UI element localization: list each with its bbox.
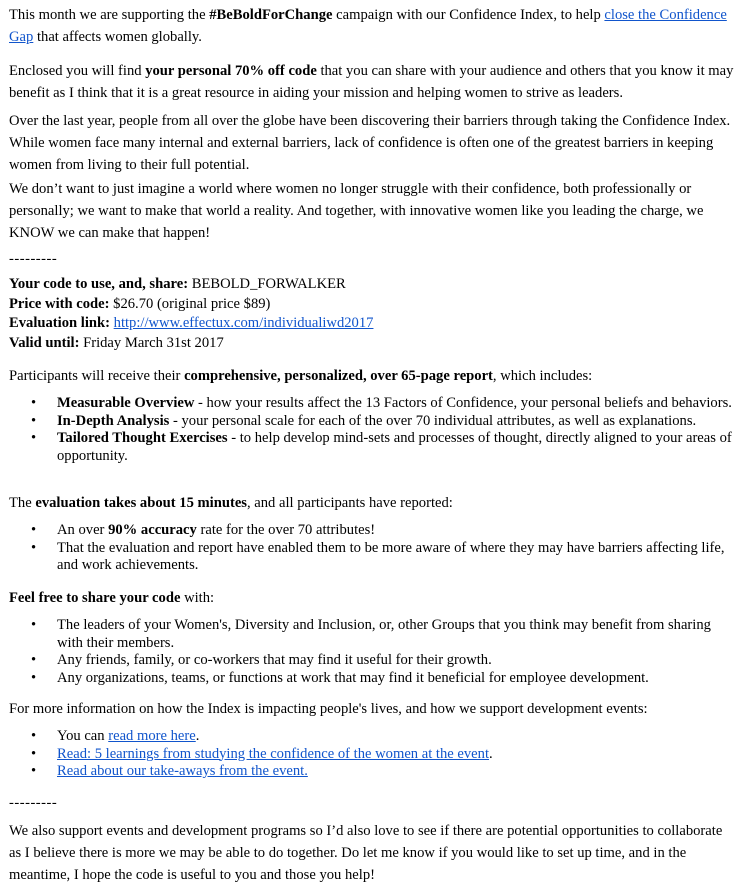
divider: --------- xyxy=(9,251,58,267)
list-item xyxy=(9,746,737,764)
valid-value: Friday March 31st 2017 xyxy=(83,334,224,351)
bullet-icon: • xyxy=(31,728,37,744)
evaluation-intro xyxy=(9,492,737,514)
list-item xyxy=(9,670,737,688)
list-item xyxy=(9,413,737,431)
text: Enclosed you will find xyxy=(9,63,146,79)
list-item xyxy=(9,652,737,670)
takeaways-link[interactable]: Read about our take-aways from the event. xyxy=(57,763,308,779)
text: You can xyxy=(57,728,109,744)
report-intro xyxy=(9,365,737,387)
list-item xyxy=(9,763,737,781)
price-value: $26.70 (original price $89) xyxy=(113,295,271,312)
text: Participants will receive their xyxy=(9,368,185,384)
text: that affects women globally. xyxy=(33,29,202,45)
learnings-link[interactable]: Read: 5 learnings from studying the confidence of the women at the event xyxy=(57,745,490,762)
item-text: - how your results affect the 13 Factors of Confidence, your personal beliefs and behaviors. xyxy=(194,395,732,411)
discount-highlight: your personal 70% off code xyxy=(145,63,317,79)
bullet-icon: • xyxy=(31,539,37,556)
item-text: - your personal scale for each of the over 70 individual attributes, as well as explanations. xyxy=(169,412,697,429)
list-item xyxy=(9,522,737,540)
intro-paragraph-3: Over the last year, people from all over the globe have been discovering their barriers through taking the Confidence Index. While women face many internal and external barriers, lack of confidence is often one of the greatest barriers in keeping women from living to their full potential. xyxy=(9,113,731,173)
text: with: xyxy=(180,590,215,606)
link-row xyxy=(9,314,737,334)
item-title: Tailored Thought Exercises xyxy=(57,430,228,446)
report-list xyxy=(9,395,737,465)
valid-label: Valid until: xyxy=(9,334,80,351)
more-info-intro: For more information on how the Index is impacting people's lives, and how we support development events: xyxy=(9,701,648,717)
text: An over xyxy=(57,522,109,538)
accuracy-highlight: 90% accuracy xyxy=(108,522,197,538)
text: The leaders of your Women's, Diversity and Inclusion, or, other Groups that you think may benefit from sharing with their members. xyxy=(57,617,711,651)
text: , which includes: xyxy=(492,368,593,384)
evaluation-highlight: evaluation takes about 15 minutes xyxy=(35,495,247,511)
list-item xyxy=(9,540,737,575)
link-label: Evaluation link: xyxy=(9,315,110,331)
text: campaign with our Confidence Index, to help xyxy=(332,7,605,23)
text: rate for the over 70 attributes! xyxy=(196,522,376,538)
evaluation-list xyxy=(9,522,737,575)
bullet-icon: • xyxy=(31,669,37,686)
price-row xyxy=(9,295,737,315)
confidence-gap-link[interactable]: close the Confidence Gap xyxy=(9,7,727,45)
closing-paragraph: We also support events and development programs so I’d also love to see if there are potential opportunities to collaborate as I believe there is more we may be able to do together. Do let me know if you would like to set up time, and in the meantime, I hope the code is useful to you and those you help! xyxy=(9,823,723,883)
share-list xyxy=(9,617,737,687)
text: Any friends, family, or co-workers that may find it useful for their growth. xyxy=(57,652,492,668)
report-highlight: comprehensive, personalized, over 65-page report xyxy=(184,368,493,384)
divider: --------- xyxy=(9,795,58,811)
item-title: Measurable Overview xyxy=(57,395,195,411)
text: that you can share with your audience and others that you know it may benefit as I think that it is a great resource in aiding your mission and helping women to strive as leaders. xyxy=(9,63,734,101)
read-more-link[interactable]: read more here xyxy=(108,728,196,744)
text: , and all participants have reported: xyxy=(246,495,453,511)
bullet-icon: • xyxy=(31,745,37,762)
bullet-icon: • xyxy=(31,395,37,411)
bullet-icon: • xyxy=(31,617,37,633)
text: The xyxy=(9,495,36,511)
item-text: - to help develop mind-sets and processes of thought, directly aligned to your areas of opportunity. xyxy=(57,430,732,464)
list-item xyxy=(9,617,737,652)
period: . xyxy=(489,745,493,762)
bullet-icon: • xyxy=(31,412,37,429)
text: Any organizations, teams, or functions at work that may find it beneficial for employee development. xyxy=(57,669,649,686)
code-label: Your code to use, and, share: xyxy=(9,276,189,292)
code-value: BEBOLD_FORWALKER xyxy=(191,276,346,292)
intro-paragraph-4: We don’t want to just imagine a world where women no longer struggle with their confidence, both professionally or personally; we want to make that world a reality. And together, with innovative women like you leading the charge, we KNOW we can make that happen! xyxy=(9,181,704,241)
campaign-hashtag: #BeBoldForChange xyxy=(209,7,333,23)
code-details xyxy=(9,275,737,353)
code-row xyxy=(9,275,737,295)
evaluation-link[interactable]: http://www.effectux.com/individualiwd2017 xyxy=(113,315,374,331)
list-item xyxy=(9,430,737,465)
bullet-icon: • xyxy=(31,522,37,538)
item-title: In-Depth Analysis xyxy=(57,412,170,429)
text: This month we are supporting the xyxy=(9,7,210,23)
intro-paragraph-2 xyxy=(9,60,737,104)
share-highlight: Feel free to share your code xyxy=(9,590,181,606)
list-item xyxy=(9,728,737,746)
intro-paragraph-1 xyxy=(9,4,737,48)
price-label: Price with code: xyxy=(9,295,110,312)
more-info-list xyxy=(9,728,737,781)
period: . xyxy=(195,728,200,744)
bullet-icon: • xyxy=(31,430,37,446)
valid-row xyxy=(9,334,737,354)
list-item xyxy=(9,395,737,413)
share-intro xyxy=(9,587,737,609)
bullet-icon: • xyxy=(31,652,37,668)
text: That the evaluation and report have enabled them to be more aware of where they may have barriers affecting life, and work achievements. xyxy=(57,539,725,573)
bullet-icon: • xyxy=(31,763,37,779)
